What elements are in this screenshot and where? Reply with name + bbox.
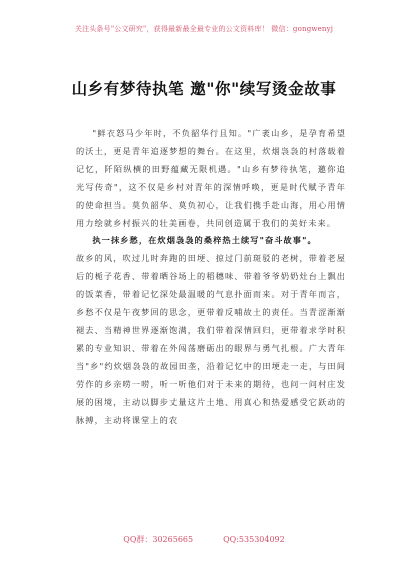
section-heading-text: 执一抹乡愁，在炊烟袅袅的桑梓热土续写: [92, 235, 260, 246]
body-paragraph: 故乡的风，吹过儿时奔跑的田埂、掠过门前斑驳的老树，带着老屋后的栀子花香、带着晒谷场上的稻穗味、带着爷爷奶奶灶台上飘出的饭菜香，带着记忆深处最温暖的气息扑面而来。对于青年而言，乡愁不仅是午夜梦回的思念，更带着反哺故土的责任。当青涩渐渐褪去、当精神世界逐渐饱满，我们带着深情回归，更带着求学时积累的专业知识、带着在外闯荡磨砺出的眼界与勇气扎根。广大青年当"乡"约炊烟袅袅的故园田垄，沿着记忆中的田埂走一走，与田间劳作的乡亲唠一唠，听一听他们对于未来的期待，也问一问村庄发展的困境，主动以脚步丈量这片土地、用真心和热爱感受它跃动的脉搏，主动将课堂上的农: [76, 253, 346, 425]
section-heading-quote: "奋斗故事"。: [259, 235, 317, 246]
header-note: 关注头条号"公文研究"，获得最新最全最专业的公文资料库！ 微信：gongwenyj: [74, 25, 334, 33]
intro-paragraph: "鲜衣怒马少年时，不负韶华行且知。"广袤山乡，是孕育希望的沃土，更是青年追逐梦想的舞台。在这里，炊烟袅袅的村落载着记忆，阡陌纵横的田野蕴藏无限机遇。"山乡有梦待执笔，邀你追光写传奇"，这不仅是乡村对青年的深情呼唤，更是时代赋予青年的使命担当。莫负韶华、莫负初心，让我们携手赴山海，用心用情用力绘就乡村振兴的壮美画卷，共同创造属于我们的美好未来。: [76, 128, 346, 228]
section-heading: [76, 232, 346, 250]
footer-contact: [0, 534, 408, 545]
footer-qq-number: QQ:535304092: [223, 535, 285, 544]
document-body: [76, 125, 346, 429]
footer-qq-group: QQ群：30265665: [123, 535, 194, 544]
page-title: 山乡有梦待执笔 邀"你"续写烫金故事: [71, 79, 337, 98]
